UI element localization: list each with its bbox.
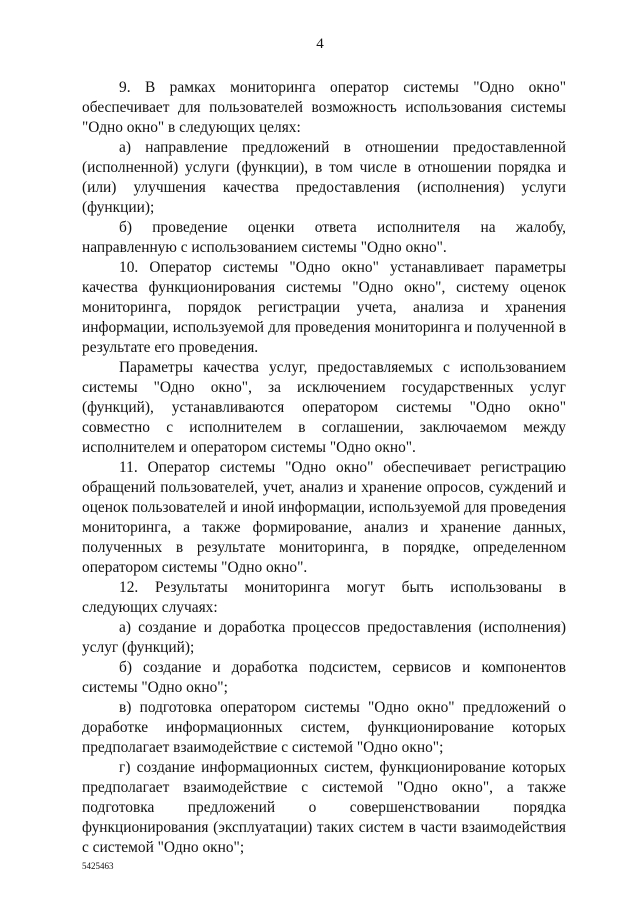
paragraph-12a: а) создание и доработка процессов предоставления (исполнения) услуг (функций); xyxy=(82,619,566,656)
page-number: 4 xyxy=(316,36,324,52)
paragraph-12v: в) подготовка оператором системы "Одно окно" предложений о доработке информационных систем, функционирование которых предполагает взаимодействие с системой "Одно окно"; xyxy=(82,699,566,756)
paragraph-9a: а) направление предложений в отношении предоставленной (исполненной) услуги (функции), в том числе в отношении порядка и (или) улучшения качества предоставления (исполнения) услуги (функции); xyxy=(82,139,566,216)
paragraph-10-quality: Параметры качества услуг, предоставляемых с использованием системы "Одно окно", за исключением государственных услуг (функций), устанавливаются оператором системы "Одно окно" совместно с исполнителем в соглашении, заключаемом между исполнителем и оператором системы "Одно окно". xyxy=(82,359,566,456)
paragraph-12: 12. Результаты мониторинга могут быть использованы в следующих случаях: xyxy=(82,579,566,616)
paragraph-11: 11. Оператор системы "Одно окно" обеспечивает регистрацию обращений пользователей, учет, анализ и хранение опросов, суждений и оценок пользователей и иной информации, используемой для проведения мониторинга, а также формирование, анализ и хранение данных, полученных в результате мониторинга, в порядке, определенном оператором системы "Одно окно". xyxy=(82,459,566,576)
document-code: 5425463 xyxy=(82,861,114,871)
paragraph-9b: б) проведение оценки ответа исполнителя на жалобу, направленную с использованием системы "Одно окно". xyxy=(82,219,566,256)
paragraph-12b: б) создание и доработка подсистем, сервисов и компонентов системы "Одно окно"; xyxy=(82,659,566,696)
paragraph-10: 10. Оператор системы "Одно окно" устанавливает параметры качества функционирования системы "Одно окно", систему оценок мониторинга, порядок регистрации учета, анализа и хранения информации, используемой для проведения мониторинга и полученной в результате его проведения. xyxy=(82,259,566,356)
document-body xyxy=(82,78,566,858)
paragraph-9: 9. В рамках мониторинга оператор системы "Одно окно" обеспечивает для пользователей возможность использования системы "Одно окно" в следующих целях: xyxy=(82,79,566,136)
paragraph-12g: г) создание информационных систем, функционирование которых предполагает взаимодействие с системой "Одно окно", а также подготовка предложений о совершенствовании порядка функционирования (эксплуатации) таких систем в части взаимодействия с системой "Одно окно"; xyxy=(82,759,566,856)
